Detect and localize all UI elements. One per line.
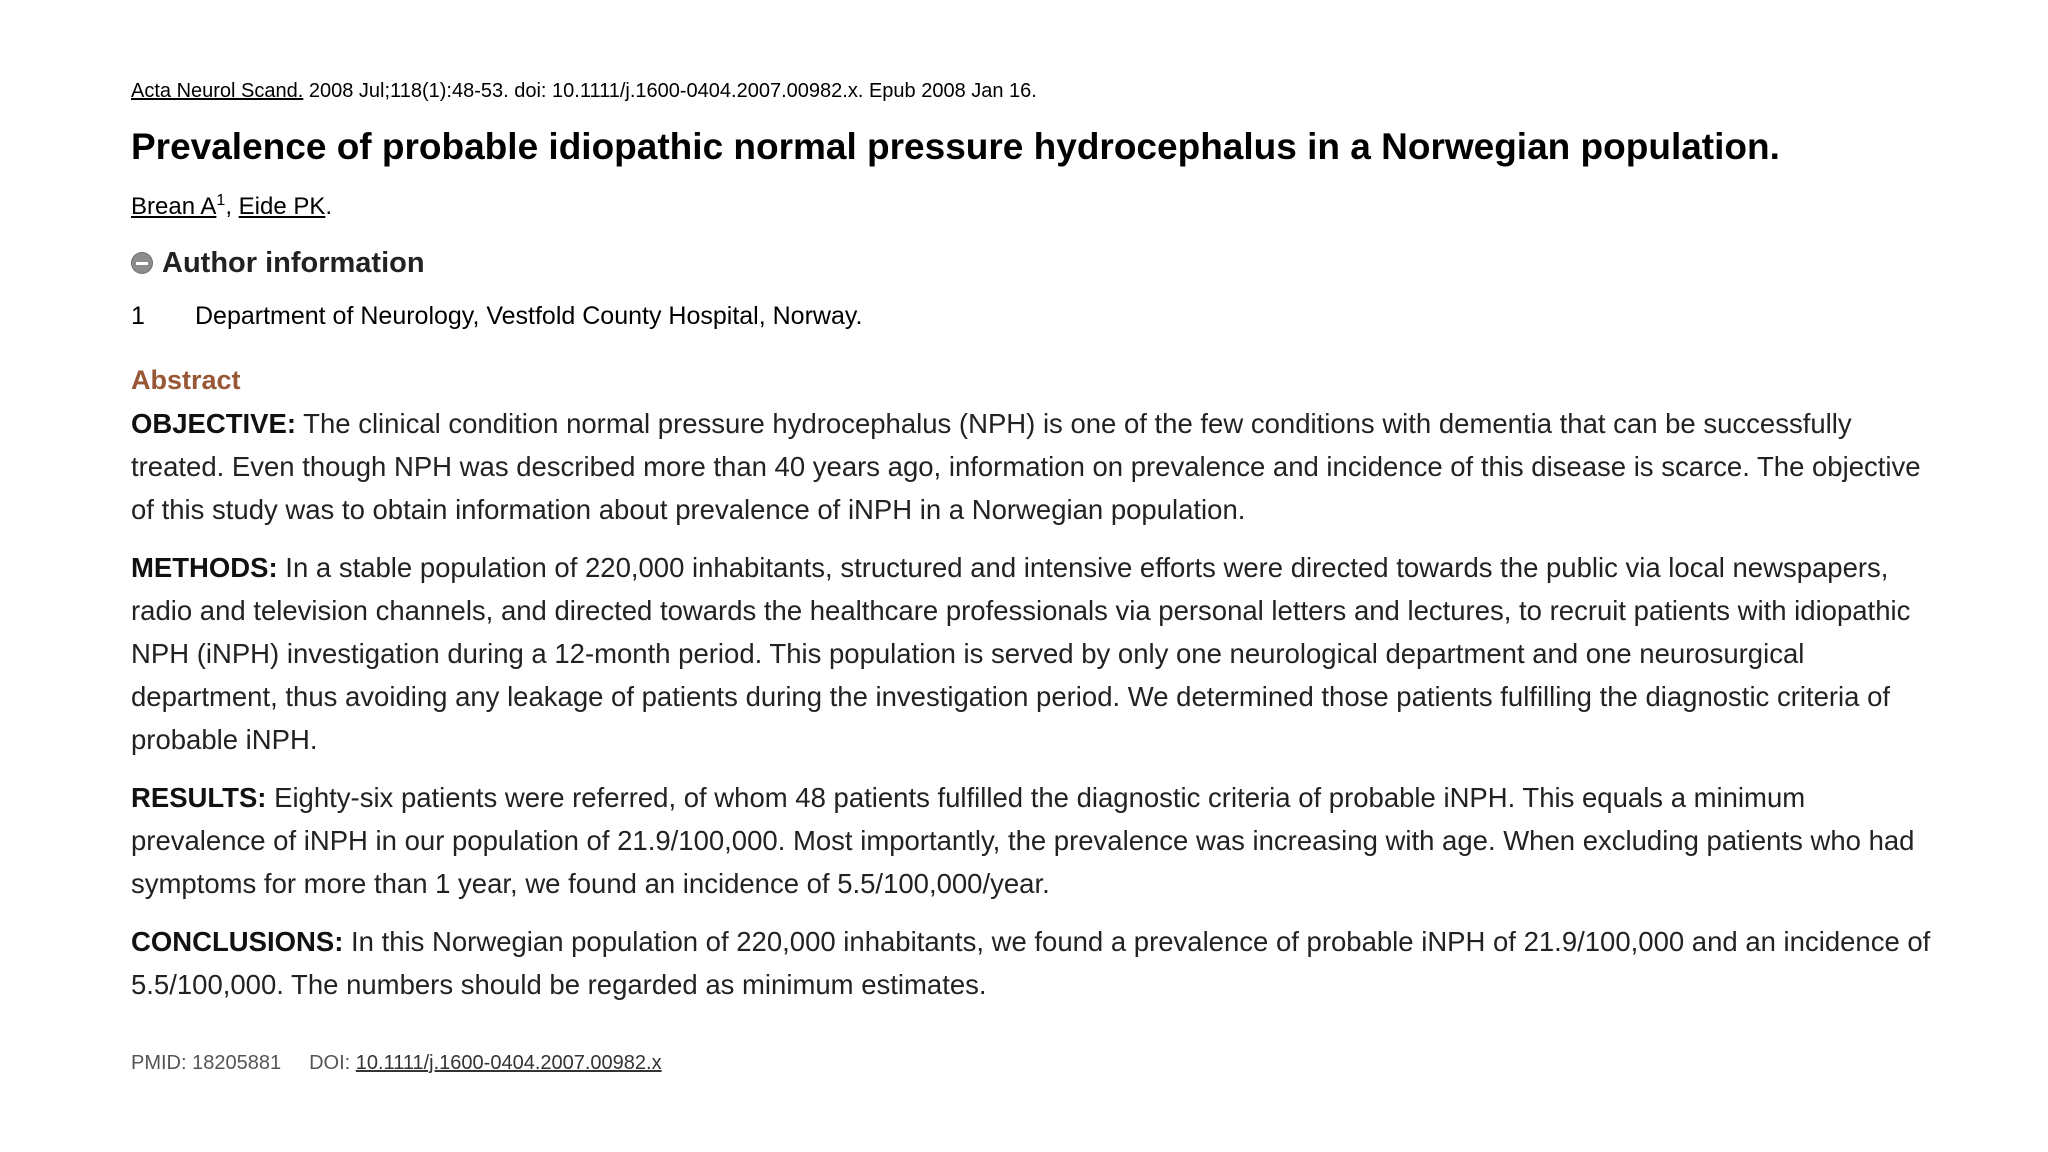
pmid-text: PMID: 18205881 [131,1052,282,1074]
author-list [131,186,1931,222]
objective-label: OBJECTIVE: [131,408,297,439]
affiliation-text: Department of Neurology, Vestfold County Hospital, Norway. [195,302,863,330]
doi-label: DOI: [309,1052,356,1074]
identifier-line [131,1050,1931,1076]
abstract-conclusions [131,920,1931,1006]
methods-label: METHODS: [131,552,278,583]
methods-text: In a stable population of 220,000 inhabitants, structured and intensive efforts were directed towards the public via local newspapers, radio and television channels, and directed towards the healthcare professionals via personal letters and lectures, to recruit patients with idiopathic NPH (iNPH) investigation during a 12-month period. This population is served by only one neurological department and one neurosurgical department, thus avoiding any leakage of patients during the investigation period. We determined those patients fulfilling the diagnostic criteria of probable iNPH. [131,552,1911,755]
results-text: Eighty-six patients were referred, of whom 48 patients fulfilled the diagnostic criteria of probable iNPH. This equals a minimum prevalence of iNPH in our population of 21.9/100,000. Most importantly, the prevalence was increasing with age. When excluding patients who had symptoms for more than 1 year, we found an incidence of 5.5/100,000/year. [131,782,1915,899]
author-information-heading: Author information [162,247,425,279]
citation-line [131,78,1931,104]
collapse-minus-icon[interactable] [131,252,153,274]
results-label: RESULTS: [131,782,267,813]
abstract-heading: Abstract [131,365,241,395]
affiliation-number: 1 [131,302,145,330]
affiliation-item [131,300,1931,332]
author-information-toggle[interactable] [131,246,1931,280]
abstract-objective [131,402,1931,531]
conclusions-label: CONCLUSIONS: [131,926,344,957]
objective-text: The clinical condition normal pressure hydrocephalus (NPH) is one of the few conditions with dementia that can be successfully treated. Even though NPH was described more than 40 years ago, information on prevalence and incidence of this disease is scarce. The objective of this study was to obtain information about prevalence of iNPH in a Norwegian population. [131,408,1921,525]
abstract-methods [131,546,1931,761]
author-separator: , [225,193,239,220]
citation-details: 2008 Jul;118(1):48-53. doi: 10.1111/j.1600-0404.2007.00982.x. Epub 2008 Jan 16. [303,80,1037,102]
abstract-results [131,776,1931,905]
journal-link[interactable]: Acta Neurol Scand. [131,80,304,102]
doi-link[interactable]: 10.1111/j.1600-0404.2007.00982.x [355,1052,662,1074]
author-link-eide[interactable]: Eide PK [238,193,326,220]
article-page [131,78,1931,1076]
author-link-brean[interactable]: Brean A [131,193,217,220]
conclusions-text: In this Norwegian population of 220,000 inhabitants, we found a prevalence of probable iNPH of 21.9/100,000 and an incidence of 5.5/100,000. The numbers should be regarded as minimum estimates. [131,926,1931,1000]
author-list-end: . [325,193,333,220]
article-title: Prevalence of probable idiopathic normal pressure hydrocephalus in a Norwegian population. [131,126,1780,167]
author-affiliation-sup: 1 [216,192,226,209]
